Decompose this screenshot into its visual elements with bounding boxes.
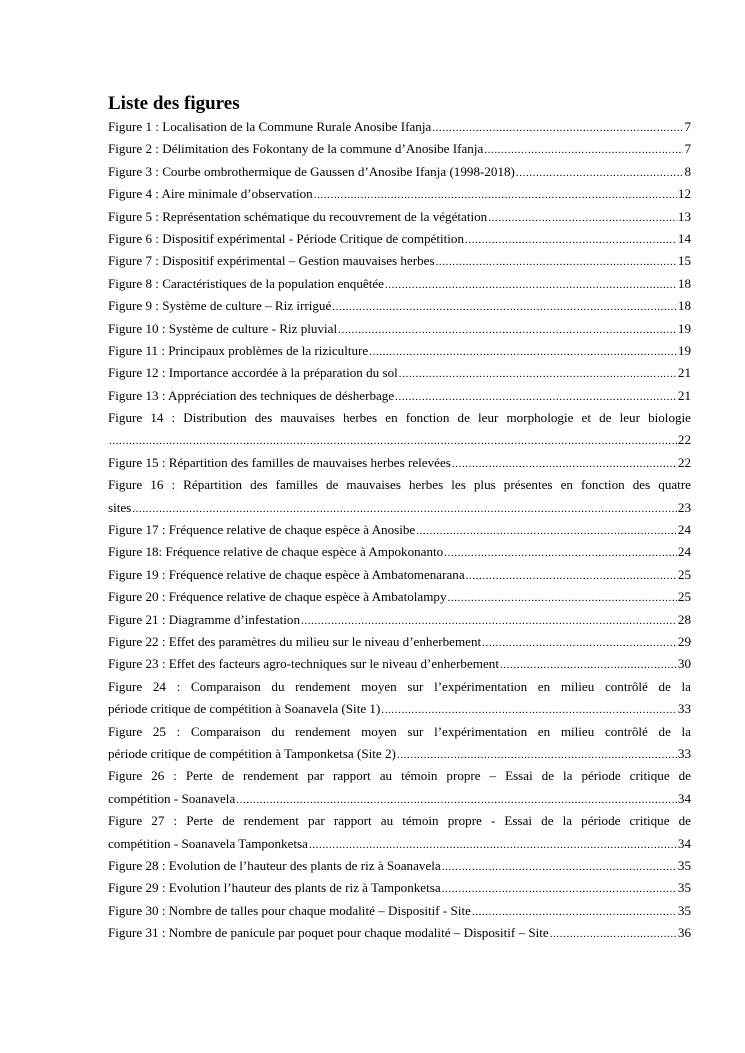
toc-entry-page-number: 12 (677, 186, 691, 202)
toc-entry-text: Figure 10 : Système de culture - Riz pluvial (108, 320, 338, 336)
toc-entry-line (108, 497, 691, 519)
toc-entry-line (108, 833, 691, 855)
toc-entry-text: Figure 1 : Localisation de la Commune Rurale Anosibe Ifanja (108, 119, 432, 134)
toc-entry-page-number: 25 (677, 566, 691, 582)
figure-list (108, 116, 691, 944)
toc-entry-line (108, 228, 691, 250)
dot-leader (381, 699, 677, 720)
toc-entry-line (108, 295, 691, 317)
dot-leader (448, 587, 677, 608)
toc-entry-line (108, 788, 691, 810)
toc-entry-page-number: 7 (684, 141, 691, 157)
toc-entry[interactable] (108, 318, 691, 340)
dot-leader (550, 923, 677, 944)
toc-entry[interactable] (108, 116, 691, 138)
toc-entry-page-number: 8 (684, 163, 691, 179)
toc-entry-text: Figure 20 : Fréquence relative de chaque espèce à Ambatolampy (108, 589, 447, 605)
dot-leader (452, 453, 677, 474)
toc-entry[interactable] (108, 407, 691, 452)
toc-entry-text: période critique de compétition à Tamponketsa (Site 2) (108, 745, 396, 761)
toc-entry-text-first-line: Figure 24 : Comparaison du rendement moyen sur l’expérimentation en milieu contrôlé de la (108, 678, 691, 694)
toc-entry-line (108, 743, 691, 765)
toc-entry-text: compétition - Soanavela Tamponketsa (108, 835, 308, 851)
toc-entry-text: Figure 13 : Appréciation des techniques de désherbage (108, 387, 395, 403)
toc-entry-page-number: 28 (677, 611, 691, 627)
toc-entry[interactable] (108, 922, 691, 944)
dot-leader (301, 610, 677, 631)
toc-entry-line (108, 541, 691, 563)
toc-entry-line (108, 340, 691, 362)
toc-entry[interactable] (108, 519, 691, 541)
toc-entry-page-number: 7 (684, 119, 691, 134)
dot-leader (432, 117, 683, 138)
toc-entry-line (108, 183, 691, 205)
toc-entry-line (108, 609, 691, 631)
toc-entry-text: compétition - Soanavela (108, 790, 236, 806)
toc-entry[interactable] (108, 340, 691, 362)
toc-entry-text: Figure 4 : Aire minimale d’observation (108, 186, 313, 202)
toc-entry-page-number: 21 (677, 365, 691, 381)
toc-entry-line (108, 922, 691, 944)
dot-leader (236, 789, 677, 810)
toc-entry[interactable] (108, 721, 691, 766)
dot-leader (472, 901, 677, 922)
toc-entry-line (108, 519, 691, 541)
toc-entry-page-number: 29 (677, 633, 691, 649)
toc-entry-line (108, 855, 691, 877)
toc-entry-page-number: 33 (677, 701, 691, 717)
toc-entry-text: Figure 23 : Effet des facteurs agro-techniques sur le niveau d’enherbement (108, 656, 499, 672)
toc-entry-text: Figure 15 : Répartition des familles de mauvaises herbes relevées (108, 454, 451, 470)
toc-entry-text: Figure 29 : Evolution l’hauteur des plants de riz à Tamponketsa (108, 880, 441, 896)
dot-leader (466, 565, 677, 586)
toc-entry-page-number: 13 (677, 208, 691, 224)
toc-entry-page-number: 33 (677, 745, 691, 761)
toc-entry-page-number: 24 (677, 522, 691, 538)
toc-entry-line (108, 698, 691, 720)
toc-entry-page-number: 34 (677, 835, 691, 851)
toc-entry-page-number: 23 (677, 499, 691, 515)
dot-leader (109, 430, 677, 451)
dot-leader (314, 184, 677, 205)
toc-entry-text: Figure 6 : Dispositif expérimental - Période Critique de compétition (108, 230, 465, 246)
dot-leader (488, 207, 677, 228)
toc-entry-text: sites (108, 499, 132, 515)
toc-entry[interactable] (108, 877, 691, 899)
toc-entry-text: Figure 19 : Fréquence relative de chaque espèce à Ambatomenarana (108, 566, 465, 582)
toc-entry-line (108, 877, 691, 899)
toc-entry-line (108, 362, 691, 384)
toc-entry-page-number: 22 (677, 454, 691, 470)
toc-entry-page-number: 35 (677, 902, 691, 918)
toc-entry-line (108, 564, 691, 586)
toc-entry[interactable] (108, 206, 691, 228)
toc-entry[interactable] (108, 183, 691, 205)
dot-leader (399, 363, 677, 384)
toc-entry-page-number: 21 (677, 387, 691, 403)
toc-entry-page-number: 35 (677, 880, 691, 896)
toc-entry-line (108, 138, 691, 160)
dot-leader (500, 654, 677, 675)
toc-entry-text: Figure 28 : Evolution de l’hauteur des plants de riz à Soanavela (108, 857, 441, 873)
dot-leader (436, 251, 677, 272)
toc-entry[interactable] (108, 161, 691, 183)
toc-entry-text: Figure 11 : Principaux problèmes de la riziculture (108, 342, 369, 358)
toc-entry-line (108, 161, 691, 183)
dot-leader (416, 520, 677, 541)
toc-entry-line (108, 900, 691, 922)
toc-entry-line (108, 631, 691, 653)
toc-entry[interactable] (108, 900, 691, 922)
toc-entry-text-first-line: Figure 16 : Répartition des familles de mauvaises herbes les plus présentes en fonction des quatre (108, 477, 691, 493)
toc-entry[interactable] (108, 273, 691, 295)
toc-entry[interactable] (108, 138, 691, 160)
toc-entry-text: Figure 5 : Représentation schématique du recouvrement de la végétation (108, 208, 488, 224)
toc-entry-text: Figure 9 : Système de culture – Riz irrigué (108, 298, 332, 314)
toc-entry[interactable] (108, 810, 691, 855)
toc-entry-line (108, 429, 691, 451)
dot-leader (465, 229, 677, 250)
toc-entry-line (108, 116, 691, 138)
toc-entry-text-first-line: Figure 14 : Distribution des mauvaises herbes en fonction de leur morphologie et de leur biologie (108, 410, 691, 426)
toc-entry-text-first-line: Figure 27 : Perte de rendement par rapport au témoin propre - Essai de la période critique de (108, 813, 691, 829)
toc-entry-text: Figure 17 : Fréquence relative de chaque espèce à Anosibe (108, 522, 416, 538)
toc-entry-page-number: 18 (677, 275, 691, 291)
document-page (108, 92, 691, 944)
toc-entry-text: Figure 31 : Nombre de panicule par poquet pour chaque modalité – Dispositif – Site (108, 925, 549, 941)
toc-entry-text-first-line: Figure 25 : Comparaison du rendement moyen sur l’expérimentation en milieu contrôlé de la (108, 723, 691, 739)
dot-leader (332, 296, 677, 317)
dot-leader (338, 319, 677, 340)
toc-entry[interactable] (108, 631, 691, 653)
toc-entry[interactable] (108, 295, 691, 317)
toc-entry[interactable] (108, 586, 691, 608)
dot-leader (309, 834, 677, 855)
toc-entry[interactable] (108, 564, 691, 586)
toc-entry-text: Figure 21 : Diagramme d’infestation (108, 611, 300, 627)
toc-entry-text: Figure 22 : Effet des paramètres du milieu sur le niveau d’enherbement (108, 633, 482, 649)
toc-entry-page-number: 18 (677, 298, 691, 314)
dot-leader (395, 386, 677, 407)
toc-entry-text-first-line: Figure 26 : Perte de rendement par rapport au témoin propre – Essai de la période critique de (108, 768, 691, 784)
toc-entry[interactable] (108, 385, 691, 407)
toc-entry-page-number: 35 (677, 857, 691, 873)
dot-leader (482, 632, 677, 653)
toc-entry-line (108, 318, 691, 340)
toc-entry-line (108, 385, 691, 407)
dot-leader (444, 542, 677, 563)
toc-entry-text: Figure 18: Fréquence relative de chaque espèce à Ampokonanto (108, 544, 444, 560)
toc-entry-text: période critique de compétition à Soanavela (Site 1) (108, 701, 381, 717)
toc-entry-text: Figure 2 : Délimitation des Fokontany de la commune d’Anosibe Ifanja (108, 141, 484, 157)
toc-entry-line (108, 653, 691, 675)
toc-entry-page-number: 34 (677, 790, 691, 806)
toc-entry[interactable] (108, 452, 691, 474)
toc-entry-page-number: 22 (677, 432, 691, 448)
toc-entry-text: Figure 30 : Nombre de talles pour chaque modalité – Dispositif - Site (108, 902, 471, 918)
toc-entry-text: Figure 3 : Courbe ombrothermique de Gaussen d’Anosibe Ifanja (1998-2018) (108, 163, 515, 179)
dot-leader (369, 341, 677, 362)
toc-entry-line (108, 206, 691, 228)
page-title: Liste des figures (108, 93, 240, 114)
toc-entry[interactable] (108, 541, 691, 563)
toc-entry-page-number: 30 (677, 656, 691, 672)
toc-entry-line (108, 273, 691, 295)
toc-entry-page-number: 14 (677, 230, 691, 246)
toc-entry[interactable] (108, 609, 691, 631)
toc-entry[interactable] (108, 855, 691, 877)
dot-leader (484, 139, 683, 160)
toc-entry-page-number: 15 (677, 253, 691, 269)
toc-entry-line (108, 452, 691, 474)
toc-entry-page-number: 36 (677, 925, 691, 941)
toc-entry[interactable] (108, 250, 691, 272)
dot-leader (397, 744, 677, 765)
dot-leader (442, 878, 677, 899)
toc-entry-page-number: 25 (677, 589, 691, 605)
toc-entry[interactable] (108, 765, 691, 810)
toc-entry-line (108, 250, 691, 272)
toc-entry-line (108, 586, 691, 608)
toc-entry[interactable] (108, 474, 691, 519)
dot-leader (385, 274, 677, 295)
toc-entry-text: Figure 7 : Dispositif expérimental – Gestion mauvaises herbes (108, 253, 435, 269)
toc-entry[interactable] (108, 362, 691, 384)
dot-leader (132, 498, 677, 519)
toc-entry-page-number: 19 (677, 342, 691, 358)
toc-entry-page-number: 24 (677, 544, 691, 560)
dot-leader (442, 856, 677, 877)
toc-entry[interactable] (108, 676, 691, 721)
toc-entry[interactable] (108, 228, 691, 250)
dot-leader (516, 162, 684, 183)
toc-entry-page-number: 19 (677, 320, 691, 336)
toc-entry-text: Figure 8 : Caractéristiques de la population enquêtée (108, 275, 384, 291)
toc-entry-text: Figure 12 : Importance accordée à la préparation du sol (108, 365, 398, 381)
toc-entry[interactable] (108, 653, 691, 675)
